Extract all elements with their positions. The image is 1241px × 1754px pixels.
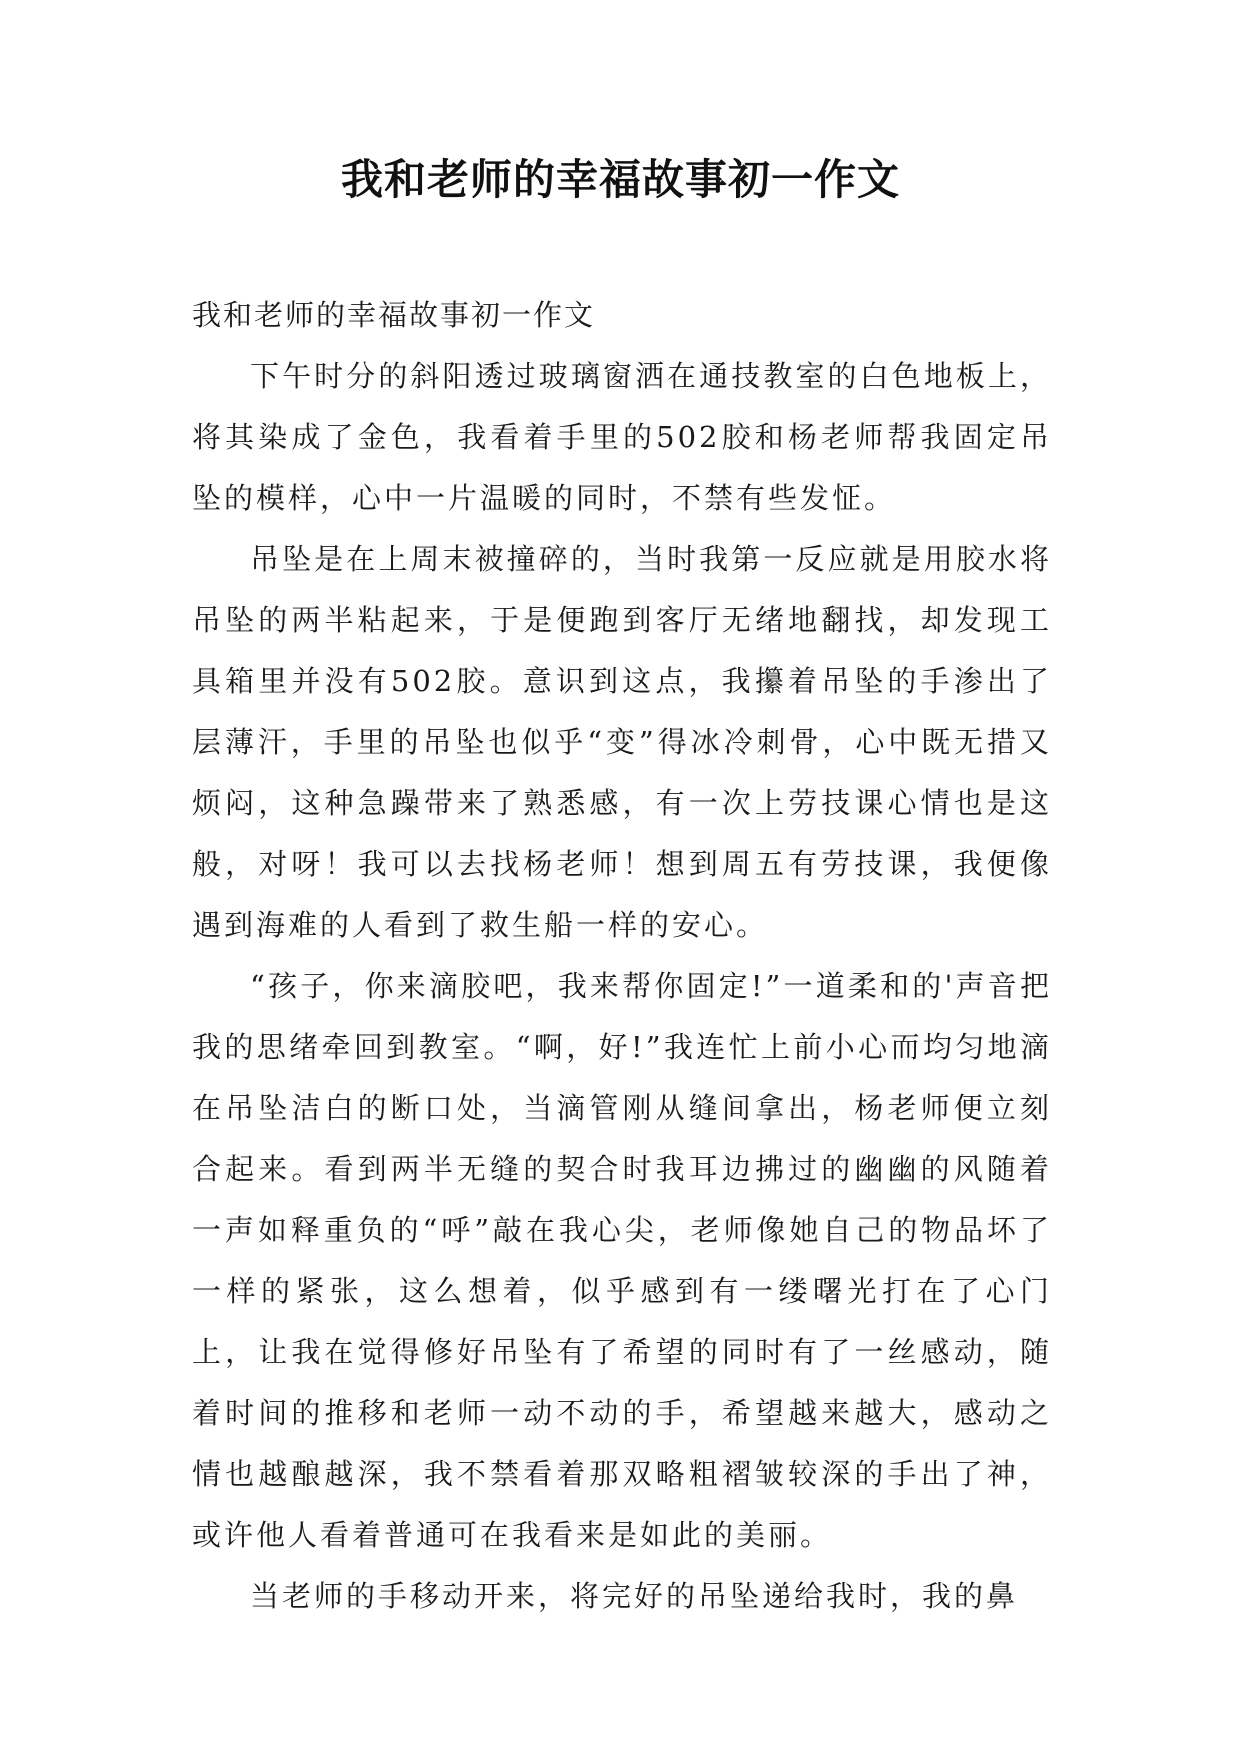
document-title: 我和老师的幸福故事初一作文 [340,155,900,204]
document-body [192,285,1052,1627]
paragraph: 下午时分的斜阳透过玻璃窗洒在通技教室的白色地板上，将其染成了金色，我看着手里的502胶和杨老师帮我固定吊坠的模样，心中一片温暖的同时，不禁有些发怔。 [192,359,1052,515]
document-subtitle: 我和老师的幸福故事初一作文 [192,298,596,332]
paragraph: “孩子，你来滴胶吧，我来帮你固定!”一道柔和的'声音把我的思绪牵回到教室。“啊，好!”我连忙上前小心而均匀地滴在吊坠洁白的断口处，当滴管刚从缝间拿出，杨老师便立刻合起来。看到两半无缝的契合时我耳边拂过的幽幽的风随着一声如释重负的“呼”敲在我心尖，老师像她自己的物品坏了一样的紧张，这么想着，似乎感到有一缕曙光打在了心门上，让我在觉得修好吊坠有了希望的同时有了一丝感动，随着时间的推移和老师一动不动的手，希望越来越大，感动之情也越酿越深，我不禁看着那双略粗褶皱较深的手出了神，或许他人看着普通可在我看来是如此的美丽。 [192,969,1052,1552]
paragraph: 吊坠是在上周末被撞碎的，当时我第一反应就是用胶水将吊坠的两半粘起来，于是便跑到客厅无绪地翻找，却发现工具箱里并没有502胶。意识到这点，我攥着吊坠的手渗出了层薄汗，手里的吊坠也似乎“变”得冰冷刺骨，心中既无措又烦闷，这种急躁带来了熟悉感，有一次上劳技课心情也是这般，对呀！我可以去找杨老师！想到周五有劳技课，我便像遇到海难的人看到了救生船一样的安心。 [192,542,1052,942]
paragraph: 当老师的手移动开来，将完好的吊坠递给我时，我的鼻 [250,1579,1019,1613]
